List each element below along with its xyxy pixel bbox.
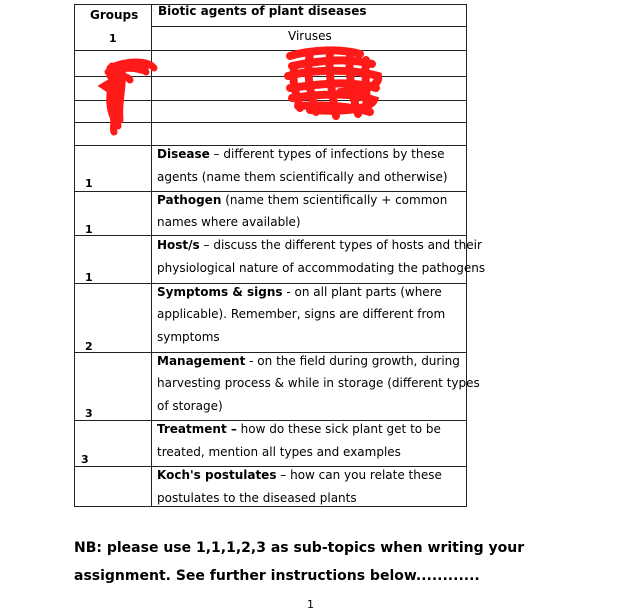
table-border-left — [74, 4, 75, 507]
row-text: – how can you relate these — [276, 468, 442, 482]
row-text: – different types of infections by these — [209, 147, 445, 161]
row-line-1 — [157, 281, 442, 304]
row-line-1 — [157, 143, 444, 166]
row-line-2: agents (name them scientifically and otherwise) — [157, 170, 448, 184]
note-line-2: assignment. See further instructions below............ — [74, 568, 480, 584]
row-line-3: of storage) — [157, 399, 223, 413]
page-number: 1 — [307, 598, 314, 611]
row-line-2: physiological nature of accommodating the pathogens — [157, 261, 486, 275]
redaction-scribble — [280, 46, 384, 124]
row-group-number: 3 — [81, 453, 89, 466]
row-line-2: applicable). Remember, signs are different from — [157, 307, 446, 321]
row-term: Management — [157, 354, 246, 368]
row-text: – discuss the different types of hosts and their — [199, 238, 482, 252]
row-text: (name them scientifically + common — [221, 193, 448, 207]
row-line-1 — [157, 350, 460, 373]
row-term: Treatment – — [157, 422, 237, 436]
row-group-number: 1 — [85, 177, 93, 190]
row-line-3: symptoms — [157, 330, 220, 344]
header-group-number: 1 — [109, 32, 117, 45]
row-line-2: treated, mention all types and examples — [157, 445, 401, 459]
redaction-scribble — [96, 56, 160, 136]
row-line-1 — [157, 418, 441, 441]
row-rule — [74, 50, 467, 51]
row-group-number: 1 — [85, 223, 93, 236]
row-line-1 — [157, 189, 447, 212]
row-group-number: 3 — [85, 407, 93, 420]
row-line-1 — [157, 234, 482, 257]
row-text: - on all plant parts (where — [282, 285, 442, 299]
table-subtitle: Viruses — [288, 29, 332, 43]
row-term: Symptoms & signs — [157, 285, 283, 299]
instructions-note — [74, 534, 594, 590]
row-term: Koch's postulates — [157, 468, 277, 482]
table-title: Biotic agents of plant diseases — [158, 4, 367, 18]
note-line-1: NB: please use 1,1,1,2,3 as sub-topics when writing your — [74, 540, 525, 556]
row-term: Host/s — [157, 238, 200, 252]
row-term: Pathogen — [157, 193, 222, 207]
row-line-2: postulates to the diseased plants — [157, 491, 357, 505]
row-line-1 — [157, 464, 442, 487]
row-text: - on the field during growth, during — [245, 354, 460, 368]
row-group-number: 2 — [85, 340, 93, 353]
row-term: Disease — [157, 147, 210, 161]
row-line-2: names where available) — [157, 215, 301, 229]
row-text: how do these sick plant get to be — [236, 422, 441, 436]
row-group-number: 1 — [85, 271, 93, 284]
groups-header: Groups — [90, 8, 139, 22]
row-line-2: harvesting process & while in storage (different types — [157, 376, 480, 390]
